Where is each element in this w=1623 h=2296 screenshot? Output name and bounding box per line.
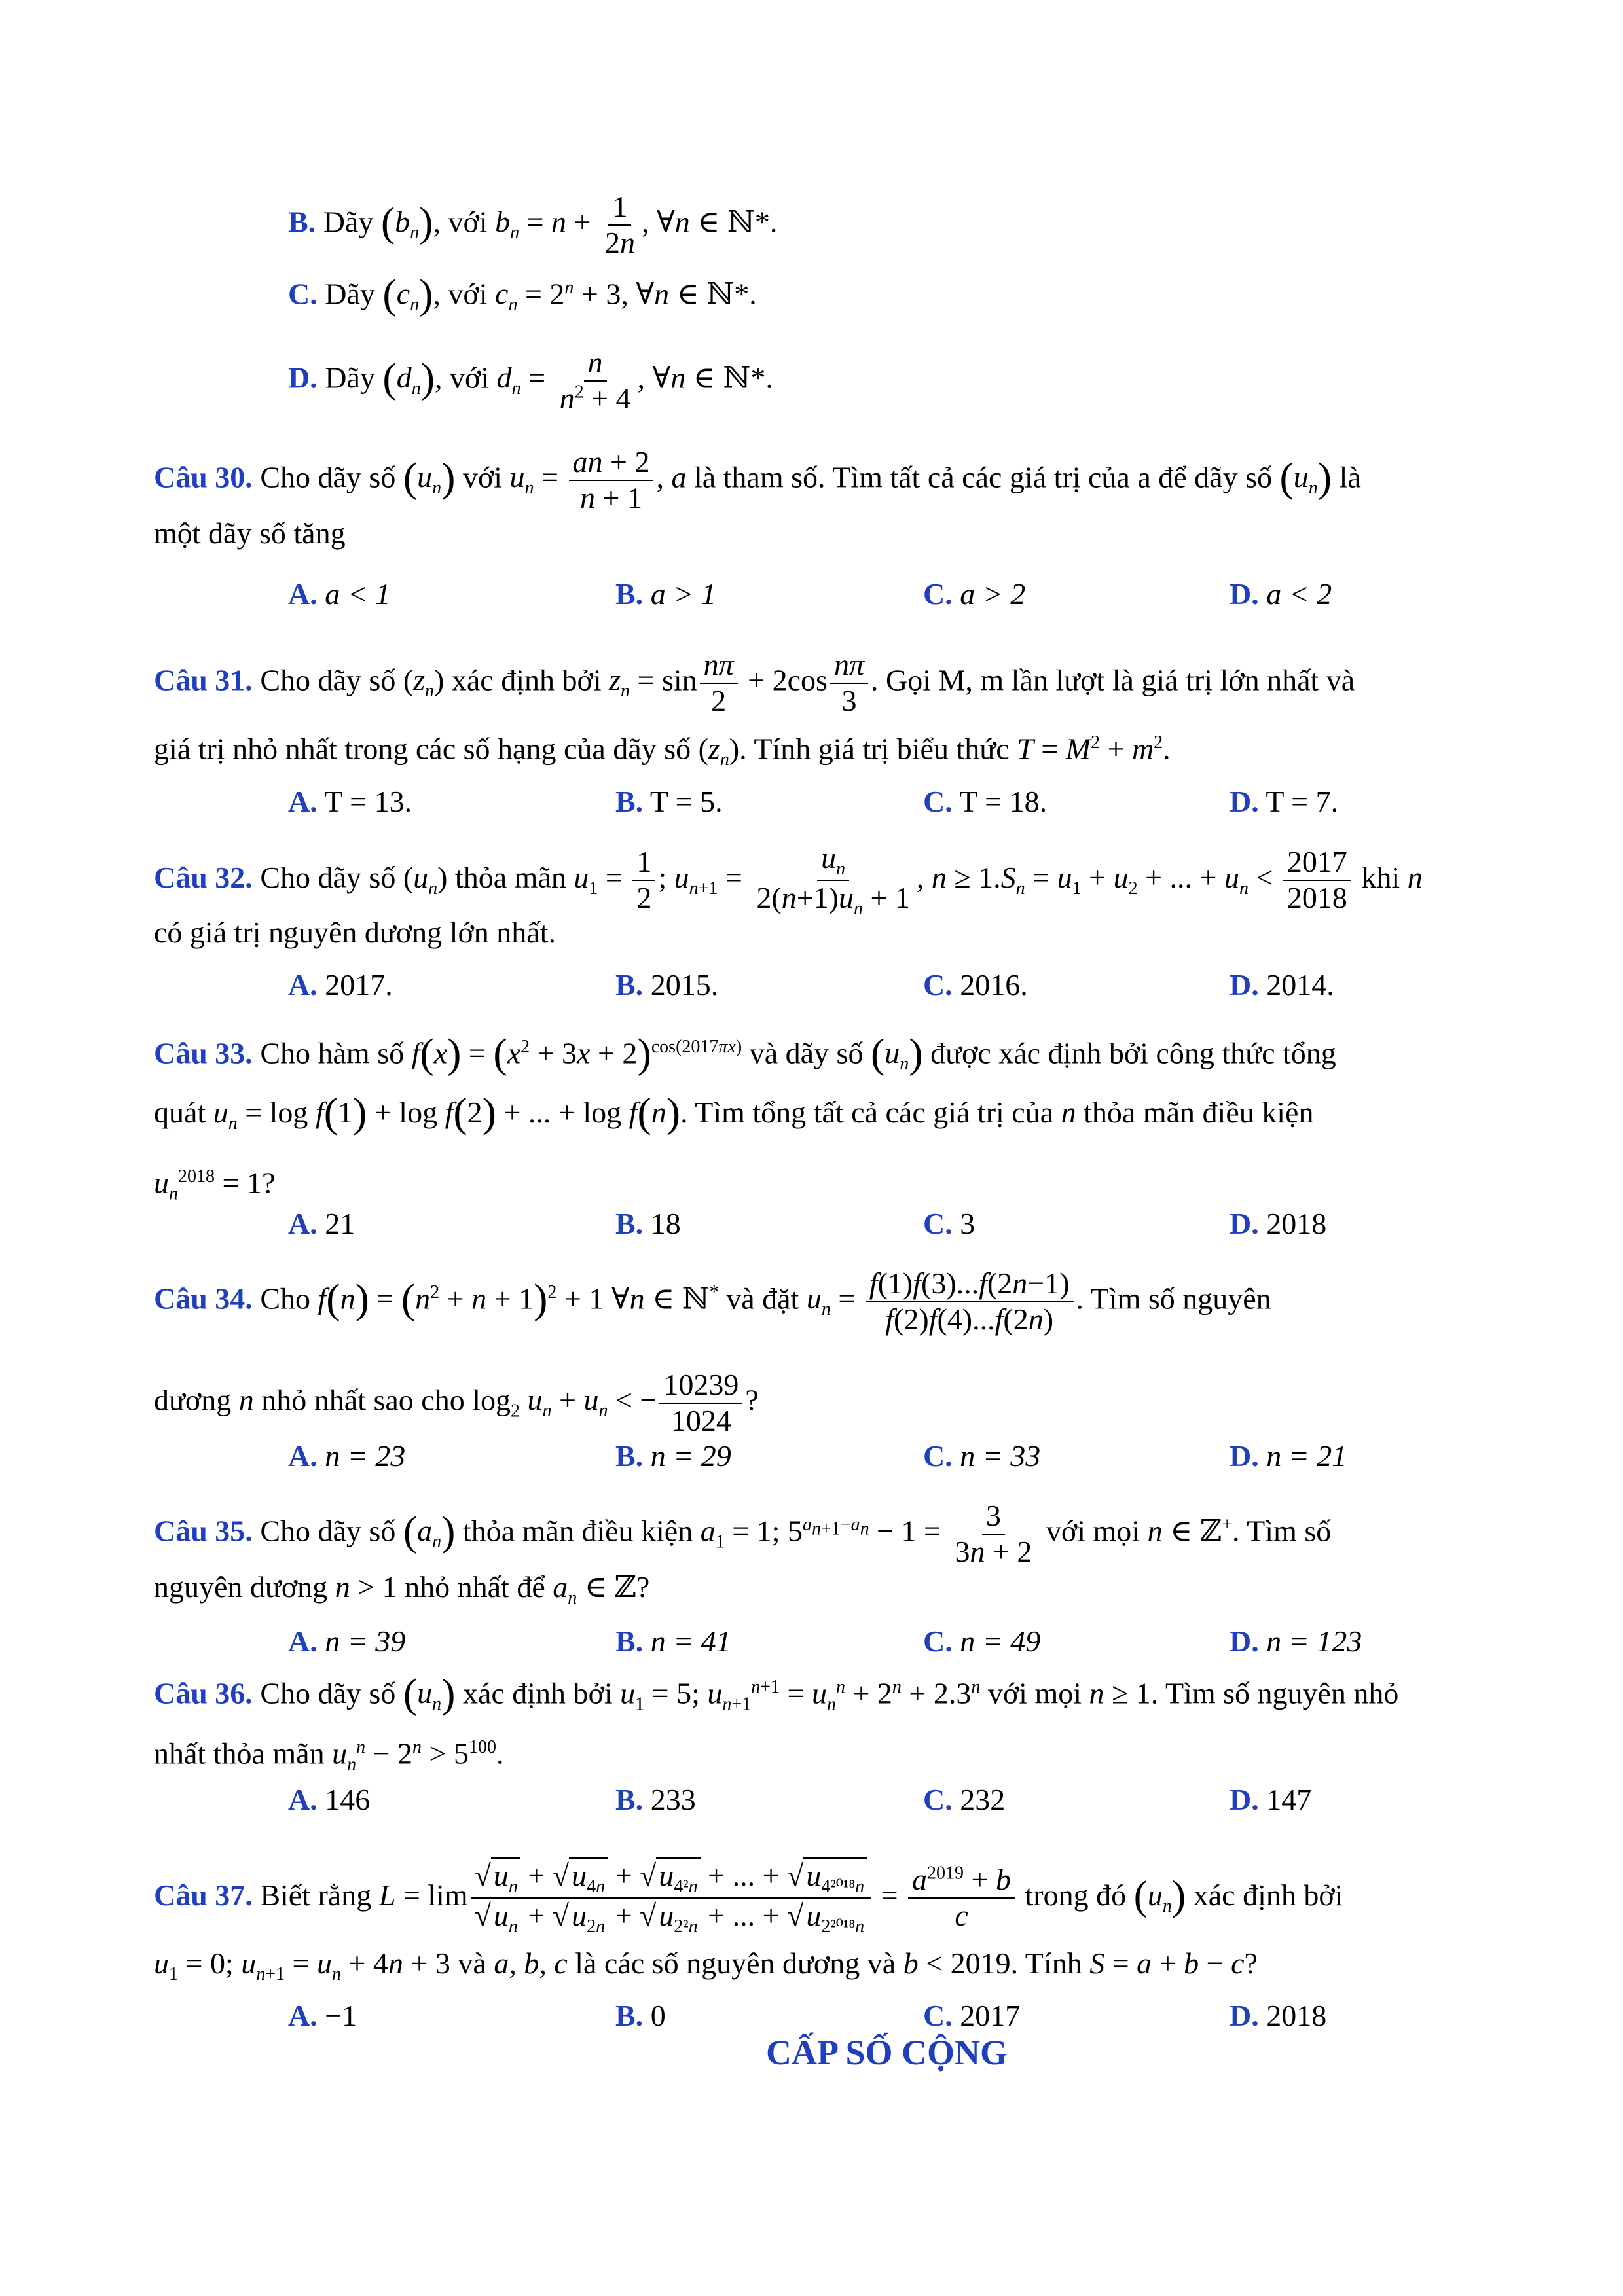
question-36: Câu 36. Cho dãy số $(u_n)$ xác định bởi $u_1 = 5$; $u_{n+1}^{n+1} = u_n^n + 2^n + 2.3^n$ với mọi n ≥ 1. Tìm số nguyên nhỏ: [154, 1670, 1399, 1717]
q35-option-b[interactable]: B. n = 41: [615, 1624, 731, 1658]
question-35-line2: nguyên dương n > 1 nhỏ nhất để $a_n$ ∈ ℤ?: [154, 1570, 650, 1609]
q35-option-a[interactable]: A. n = 39: [288, 1624, 406, 1658]
q34-option-a[interactable]: A. n = 23: [288, 1439, 406, 1473]
q37-option-b[interactable]: B. 0: [615, 1999, 666, 2032]
q36-option-d[interactable]: D. 147: [1230, 1783, 1312, 1816]
q35-option-d[interactable]: D. n = 123: [1230, 1624, 1362, 1658]
q30-option-d[interactable]: D. a < 2: [1230, 577, 1332, 611]
question-35: Câu 35. Cho dãy số $(a_n)$ thỏa mãn điều kiện $a_1 = 1$; $5^{a_{n+1}-a_n} - 1$ = $\frac{3}{3n + 2}$ với mọi n ∈ ℤ+. Tìm số: [154, 1499, 1332, 1568]
q32-option-b[interactable]: B. 2015.: [615, 968, 719, 1001]
q31-option-c[interactable]: C. T = 18.: [923, 785, 1048, 818]
q33-option-a[interactable]: A. 21: [288, 1207, 356, 1240]
q30-option-b[interactable]: B. a > 1: [615, 577, 716, 611]
question-34: Câu 34. Cho $f(n) = (n^2 + n + 1)^2 + 1$ ∀n ∈ ℕ* và đặt $u_n$ = $\frac{f(1)f(3)...f(2n-1)}{f(2)f(4)...f(2n)}$ . Tìm số nguyên: [154, 1266, 1271, 1336]
question-31-line2: giá trị nhỏ nhất trong các số hạng của dãy số $(z_n)$. Tính giá trị biểu thức $T = M^2 + m^2$.: [154, 732, 1171, 770]
q37-option-a[interactable]: A. −1: [288, 1999, 357, 2032]
question-32-line2: có giá trị nguyên dương lớn nhất.: [154, 916, 556, 949]
q36-option-b[interactable]: B. 233: [615, 1783, 696, 1816]
question-31: Câu 31. Cho dãy số $(z_n)$ xác định bởi $z_n = \sin$ $\frac{n\pi}{2}$ + 2cos $\frac{n\pi}{3}$ . Gọi M, m lần lượt là giá trị lớn nhất và: [154, 648, 1355, 717]
question-30: Câu 30. Cho dãy số $(u_n)$ với $u_n$ = $\frac{an + 2}{n + 1}$ , a là tham số. Tìm tất cả các giá trị của a để dãy số $(u_n)$ là: [154, 445, 1361, 514]
question-32: Câu 32. Cho dãy số $(u_n)$ thỏa mãn $u_1$ = $\frac{1}{2}$ ; $u_{n+1}$ = $\frac{u_n}{2(n+1)u_n + 1}$ , $n \ge 1.S_n = u_1 + u_2$ + ... + $u_n$ < $\frac{2017}{2018}$ khi n: [154, 841, 1423, 920]
q37-option-c[interactable]: C. 2017: [923, 1999, 1021, 2032]
q32-option-d[interactable]: D. 2014.: [1230, 968, 1334, 1001]
q32-option-a[interactable]: A. 2017.: [288, 968, 393, 1001]
question-34-line2: dương n nhỏ nhất sao cho $\log_2 u_n + u_n$ < − $\frac{10239}{1024}$ ?: [154, 1368, 759, 1437]
q33-option-c[interactable]: C. 3: [923, 1207, 976, 1240]
question-37-line2: $u_1 = 0$; $u_{n+1} = u_n + 4n + 3$ và a, b, c là các số nguyên dương và b < 2019. Tính S = a + b − c?: [154, 1946, 1258, 1985]
q30-option-a[interactable]: A. a < 1: [288, 577, 391, 611]
question-33: Câu 33. Cho hàm số $f(x) = (x^2 + 3x + 2)^{cos(2017\pi x)}$ và dãy số $(u_n)$ được xác định bởi công thức tổng: [154, 1030, 1336, 1077]
section-heading: CẤP SỐ CỘNG: [766, 2033, 1008, 2072]
question-37: Câu 37. Biết rằng L = lim $\frac{√u_n + √u_{4n} + √u_{4^2n} + ... + √u_{4^{2018}n}}{√u_n + √u_{2n} + √u_{2^2n} + ... + √u_{2^{2018}n}}$ = $\frac{a^{2019} + b}{c}$ trong đó $(u_n)$ xác định bởi: [154, 1859, 1343, 1937]
q33-option-d[interactable]: D. 2018: [1230, 1207, 1327, 1240]
q36-option-c[interactable]: C. 232: [923, 1783, 1006, 1816]
item-b: B. Dãy $(b_n)$, với $b_n = n$ + $\frac{1}{2n}$ , ∀n ∈ ℕ*.: [288, 190, 778, 259]
item-d: D. Dãy $(d_n)$, với $d_n$ = $\frac{n}{n^2 + 4}$ , ∀n ∈ ℕ*.: [288, 346, 773, 415]
q30-option-c[interactable]: C. a > 2: [923, 577, 1026, 611]
q34-option-b[interactable]: B. n = 29: [615, 1439, 731, 1473]
q34-option-d[interactable]: D. n = 21: [1230, 1439, 1347, 1473]
q31-option-a[interactable]: A. T = 13.: [288, 785, 412, 818]
q35-option-c[interactable]: C. n = 49: [923, 1624, 1041, 1658]
question-36-line2: nhất thỏa mãn $u_n^n - 2^n > 5^{100}$.: [154, 1736, 504, 1775]
question-33-line2: quát $u_n = \log f(1) + \log f(2)$ + ... + log f(n). Tìm tổng tất cả các giá trị của n thỏa mãn điều kiện: [154, 1089, 1314, 1136]
q33-option-b[interactable]: B. 18: [615, 1207, 681, 1240]
q31-option-b[interactable]: B. T = 5.: [615, 785, 723, 818]
question-30-line2: một dãy số tăng: [154, 516, 346, 550]
q34-option-c[interactable]: C. n = 33: [923, 1439, 1041, 1473]
q36-option-a[interactable]: A. 146: [288, 1783, 371, 1816]
q37-option-d[interactable]: D. 2018: [1230, 1999, 1327, 2032]
item-c: C. Dãy $(c_n)$, với $c_n = 2^n + 3$, ∀n ∈ ℕ*.: [288, 270, 757, 317]
question-33-line3: $u_n^{2018} = 1$?: [154, 1166, 276, 1204]
q31-option-d[interactable]: D. T = 7.: [1230, 785, 1339, 818]
q32-option-c[interactable]: C. 2016.: [923, 968, 1028, 1001]
